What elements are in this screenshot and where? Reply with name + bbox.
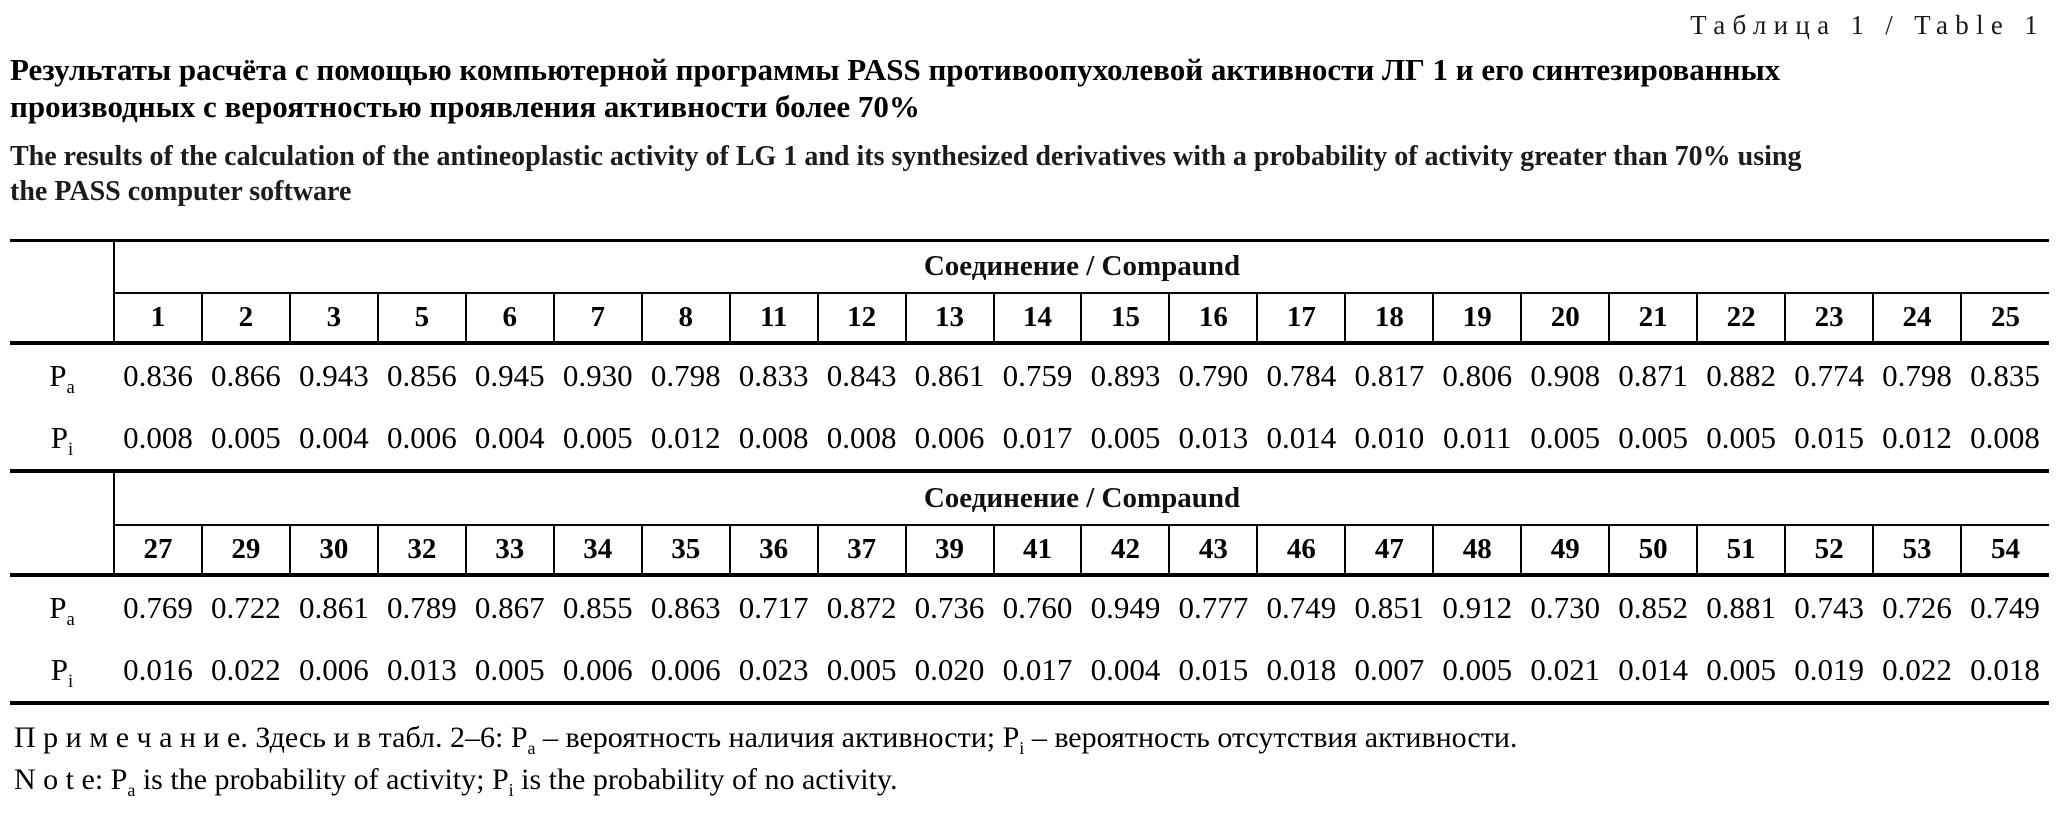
pi-value-cell: 0.012	[650, 419, 721, 455]
title-russian-line-2: производных с вероятностью проявления активности более 70%	[10, 88, 920, 124]
title-russian-line-1: Результаты расчёта с помощью компьютерной программы PASS противоопухолевой активности ЛГ 1 и его синтезированных	[10, 52, 1781, 87]
compound-number-cell: 23	[1785, 293, 1873, 343]
pi-value-cell: 0.018	[1266, 651, 1337, 687]
pi-value-cell: 0.005	[1090, 419, 1161, 455]
pa-value-cell: 0.945	[474, 357, 545, 393]
compound-number-row-2	[10, 525, 2049, 575]
pi-value-cell: 0.007	[1354, 651, 1425, 687]
compound-number-cell: 22	[1697, 293, 1785, 343]
pi-value-cell: 0.017	[1002, 419, 1073, 455]
compound-number-cell: 43	[1169, 525, 1257, 575]
compound-number-cell: 30	[290, 525, 378, 575]
pa-value-cell: 0.833	[738, 357, 809, 393]
pa-value-cell: 0.866	[211, 357, 281, 393]
pi-label-base: P	[491, 763, 509, 797]
compound-number-cell: 15	[1081, 293, 1169, 343]
pa-value-cell: 0.835	[1970, 357, 2040, 393]
compound-number-cell: 46	[1257, 525, 1345, 575]
pa-value-cell: 0.798	[1882, 357, 1952, 393]
compound-number-cell: 54	[1961, 525, 2049, 575]
pa-value-cell: 0.806	[1442, 357, 1513, 393]
compound-number-cell: 11	[730, 293, 818, 343]
compound-number-cell: 34	[554, 525, 642, 575]
pa-value-cell: 0.881	[1706, 589, 1776, 625]
compound-number-cell: 24	[1873, 293, 1961, 343]
pa-value-cell: 0.798	[650, 357, 721, 393]
pi-label-base: P	[1002, 720, 1020, 754]
pi-label-subscript: i	[1019, 737, 1025, 758]
pi-value-cell: 0.004	[299, 419, 369, 455]
pa-label-base: P	[49, 357, 67, 393]
compound-number-cell: 41	[994, 525, 1082, 575]
pi-value-cell: 0.006	[650, 651, 721, 687]
compound-number-cell: 1	[114, 293, 202, 343]
compound-number-cell: 36	[730, 525, 818, 575]
compound-number-cell: 53	[1873, 525, 1961, 575]
compound-number-cell: 16	[1169, 293, 1257, 343]
pa-label-subscript: a	[527, 737, 536, 758]
compound-number-cell: 50	[1609, 525, 1697, 575]
pa-value-cell: 0.861	[299, 589, 369, 625]
pi-value-cell: 0.010	[1354, 419, 1425, 455]
pa-value-cell: 0.722	[211, 589, 281, 625]
compound-number-cell: 17	[1257, 293, 1345, 343]
pa-row-1	[10, 343, 2049, 407]
pa-value-cell: 0.930	[562, 357, 633, 393]
note-english-prefix: N o t e:	[14, 763, 111, 797]
compound-number-cell: 25	[1961, 293, 2049, 343]
pa-value-cell: 0.908	[1530, 357, 1601, 393]
pi-row-2	[10, 639, 2049, 703]
pi-row-1	[10, 407, 2049, 471]
title-russian	[10, 52, 2049, 125]
pa-value-cell: 0.861	[914, 357, 985, 393]
compound-number-cell: 32	[378, 525, 466, 575]
note-english-text: is the probability of no activity.	[513, 763, 898, 797]
pa-value-cell: 0.949	[1090, 589, 1161, 625]
pi-row-label	[10, 407, 114, 471]
compound-number-cell: 39	[906, 525, 994, 575]
empty-label-cell	[10, 525, 114, 575]
pa-value-cell: 0.943	[299, 357, 369, 393]
pi-value-cell: 0.005	[1706, 651, 1776, 687]
pi-row-label	[10, 639, 114, 703]
pa-value-cell: 0.736	[914, 589, 985, 625]
pi-value-cell: 0.013	[1178, 419, 1249, 455]
pi-value-cell: 0.015	[1794, 419, 1864, 455]
pi-value-cell: 0.005	[826, 651, 897, 687]
pi-label-subscript: i	[68, 438, 74, 460]
pi-value-cell: 0.022	[211, 651, 281, 687]
pa-value-cell: 0.749	[1266, 589, 1337, 625]
empty-label-cell	[10, 293, 114, 343]
pi-value-cell: 0.022	[1882, 651, 1952, 687]
compound-number-cell: 37	[818, 525, 906, 575]
compound-number-cell: 29	[202, 525, 290, 575]
pass-results-table-1	[10, 239, 2049, 473]
pa-row-2	[10, 575, 2049, 639]
compound-number-cell: 21	[1609, 293, 1697, 343]
note-english-text: is the probability of activity;	[135, 763, 492, 797]
note-russian	[14, 717, 2049, 760]
title-english	[10, 139, 2049, 209]
pi-value-cell: 0.004	[1090, 651, 1161, 687]
compound-number-cell: 19	[1433, 293, 1521, 343]
pa-value-cell: 0.749	[1970, 589, 2040, 625]
compound-number-cell: 51	[1697, 525, 1785, 575]
compound-number-cell: 52	[1785, 525, 1873, 575]
title-english-line-1: The results of the calculation of the antineoplastic activity of LG 1 and its synthesized derivatives with a probability of activity greater than 70% using	[10, 141, 1802, 173]
pi-value-cell: 0.023	[738, 651, 809, 687]
pa-row-label	[10, 575, 114, 639]
pa-value-cell: 0.730	[1530, 589, 1601, 625]
pa-value-cell: 0.760	[1002, 589, 1073, 625]
pi-value-cell: 0.008	[1970, 419, 2040, 455]
pi-value-cell: 0.020	[914, 651, 985, 687]
pa-label-subscript: a	[66, 608, 75, 630]
pi-value-cell: 0.005	[1530, 419, 1601, 455]
pi-value-cell: 0.013	[386, 651, 457, 687]
pa-value-cell: 0.851	[1354, 589, 1425, 625]
compound-number-cell: 33	[466, 525, 554, 575]
pi-value-cell: 0.005	[474, 651, 545, 687]
pa-value-cell: 0.872	[826, 589, 897, 625]
pa-value-cell: 0.789	[386, 589, 457, 625]
compound-group-header-2: Соединение / Compaund	[114, 473, 2049, 525]
pa-value-cell: 0.893	[1090, 357, 1161, 393]
compound-number-cell: 42	[1081, 525, 1169, 575]
compound-number-cell: 2	[202, 293, 290, 343]
note-russian-prefix: П р и м е ч а н и е.	[14, 720, 248, 754]
pi-value-cell: 0.006	[299, 651, 369, 687]
pi-label-base: P	[50, 419, 69, 455]
pi-value-cell: 0.011	[1442, 419, 1512, 455]
pa-value-cell: 0.867	[474, 589, 545, 625]
pi-value-cell: 0.005	[562, 419, 633, 455]
compound-number-cell: 6	[466, 293, 554, 343]
pi-value-cell: 0.014	[1266, 419, 1337, 455]
compound-number-cell: 8	[642, 293, 730, 343]
pa-label-base: P	[110, 763, 128, 797]
pi-value-cell: 0.005	[1618, 419, 1689, 455]
note-russian-text: – вероятность наличия активности;	[535, 720, 1003, 754]
pass-results-table-2	[10, 473, 2049, 705]
pa-label-subscript: a	[127, 780, 136, 801]
pa-value-cell: 0.790	[1178, 357, 1249, 393]
pi-label-subscript: i	[508, 780, 514, 801]
compound-number-row-1	[10, 293, 2049, 343]
pa-value-cell: 0.784	[1266, 357, 1337, 393]
pa-value-cell: 0.836	[123, 357, 193, 393]
compound-number-cell: 27	[114, 525, 202, 575]
pi-value-cell: 0.015	[1178, 651, 1249, 687]
title-english-line-2: the PASS computer software	[10, 176, 352, 208]
pi-value-cell: 0.005	[211, 419, 281, 455]
pi-label-base: P	[50, 651, 69, 687]
pi-value-cell: 0.021	[1530, 651, 1601, 687]
pa-value-cell: 0.726	[1882, 589, 1952, 625]
pa-value-cell: 0.769	[123, 589, 193, 625]
pa-value-cell: 0.759	[1002, 357, 1073, 393]
pi-value-cell: 0.005	[1442, 651, 1513, 687]
compound-number-cell: 13	[906, 293, 994, 343]
pa-label-subscript: a	[66, 376, 75, 398]
pa-value-cell: 0.912	[1442, 589, 1513, 625]
compound-number-cell: 12	[818, 293, 906, 343]
compound-number-cell: 14	[994, 293, 1082, 343]
pa-value-cell: 0.863	[650, 589, 721, 625]
corner-cell	[10, 241, 114, 293]
note-russian-text: – вероятность отсутствия активности.	[1024, 720, 1518, 754]
pa-label-base: P	[49, 589, 67, 625]
pi-value-cell: 0.014	[1618, 651, 1689, 687]
compound-group-header-1: Соединение / Compaund	[114, 241, 2049, 293]
pa-value-cell: 0.882	[1706, 357, 1776, 393]
pi-value-cell: 0.006	[562, 651, 633, 687]
compound-number-cell: 20	[1521, 293, 1609, 343]
pi-value-cell: 0.008	[738, 419, 809, 455]
pa-value-cell: 0.843	[826, 357, 897, 393]
pi-label-subscript: i	[68, 670, 74, 692]
pa-value-cell: 0.871	[1618, 357, 1689, 393]
pi-value-cell: 0.019	[1794, 651, 1864, 687]
compound-number-cell: 35	[642, 525, 730, 575]
compound-number-cell: 49	[1521, 525, 1609, 575]
compound-number-cell: 47	[1345, 525, 1433, 575]
compound-number-cell: 18	[1345, 293, 1433, 343]
pa-value-cell: 0.717	[738, 589, 809, 625]
group-header-row-2	[10, 473, 2049, 525]
pa-label-base: P	[510, 720, 528, 754]
pi-value-cell: 0.006	[914, 419, 985, 455]
compound-number-cell: 3	[290, 293, 378, 343]
pa-row-label	[10, 343, 114, 407]
note-russian-text: Здесь и в табл. 2–6:	[247, 720, 511, 754]
pi-value-cell: 0.018	[1970, 651, 2040, 687]
pa-value-cell: 0.856	[386, 357, 457, 393]
compound-number-cell: 48	[1433, 525, 1521, 575]
pi-value-cell: 0.012	[1882, 419, 1952, 455]
pa-value-cell: 0.743	[1794, 589, 1864, 625]
pa-value-cell: 0.774	[1794, 357, 1864, 393]
note-english	[14, 759, 2049, 802]
pi-value-cell: 0.017	[1002, 651, 1073, 687]
table-caption-label: Таблица 1 / Table 1	[1690, 10, 2045, 40]
pa-value-cell: 0.777	[1178, 589, 1249, 625]
pi-value-cell: 0.016	[123, 651, 193, 687]
pi-value-cell: 0.005	[1706, 419, 1776, 455]
group-header-row-1	[10, 241, 2049, 293]
corner-cell	[10, 473, 114, 525]
pa-value-cell: 0.855	[562, 589, 633, 625]
pi-value-cell: 0.004	[474, 419, 545, 455]
compound-number-cell: 5	[378, 293, 466, 343]
pa-value-cell: 0.817	[1354, 357, 1425, 393]
pa-value-cell: 0.852	[1618, 589, 1689, 625]
table-footnotes	[10, 717, 2049, 802]
pi-value-cell: 0.008	[123, 419, 193, 455]
pi-value-cell: 0.008	[826, 419, 897, 455]
compound-number-cell: 7	[554, 293, 642, 343]
pi-value-cell: 0.006	[386, 419, 457, 455]
